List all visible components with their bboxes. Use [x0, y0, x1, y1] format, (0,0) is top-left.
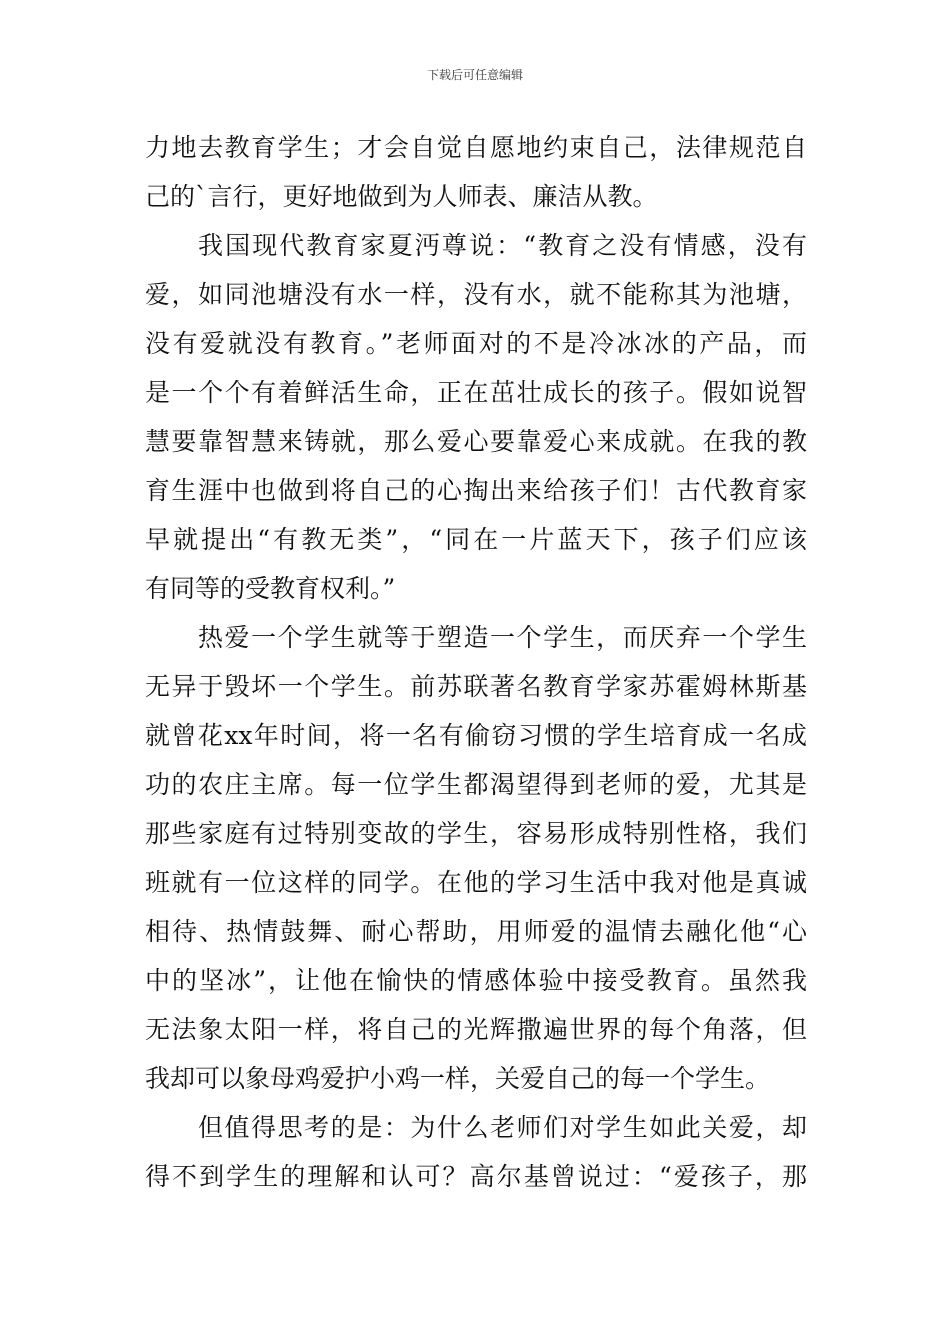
text-line: 有同等的受教育权利。” — [145, 574, 396, 603]
text-line: 育生涯中也做到将自己的心掏出来给孩子们！古代教育家 — [145, 476, 807, 505]
text-line: 没有爱就没有教育。”老师面对的不是冷冰冰的产品，而 — [145, 329, 807, 358]
text-line: 无异于毁坏一个学生。前苏联著名教育学家苏霍姆林斯基 — [145, 672, 807, 701]
text-line: 慧要靠智慧来铸就，那么爱心要靠爱心来成就。在我的教 — [145, 427, 807, 456]
paragraph-first-line: 热爱一个学生就等于塑造一个学生，而厌弃一个学生 — [198, 623, 807, 652]
text-line: 功的农庄主席。每一位学生都渴望得到老师的爱，尤其是 — [145, 770, 807, 799]
text-line: 相待、热情鼓舞、耐心帮助，用师爱的温情去融化他“心 — [145, 917, 807, 946]
text-line: 就曾花xx年时间，将一名有偷窃习惯的学生培育成一名成 — [145, 721, 807, 750]
text-line: 得不到学生的理解和认可？高尔基曾说过：“爱孩子，那 — [145, 1162, 807, 1191]
text-line: 爱，如同池塘没有水一样，没有水，就不能称其为池塘， — [145, 280, 807, 309]
text-line: 班就有一位这样的同学。在他的学习生活中我对他是真诚 — [145, 868, 807, 897]
text-line: 中的坚冰”，让他在愉快的情感体验中接受教育。虽然我 — [145, 966, 807, 995]
text-line: 无法象太阳一样，将自己的光辉撒遍世界的每个角落，但 — [145, 1015, 807, 1044]
text-line: 力地去教育学生；才会自觉自愿地约束自己，法律规范自 — [145, 133, 807, 162]
text-line: 己的`言行，更好地做到为人师表、廉洁从教。 — [145, 182, 658, 211]
text-line: 早就提出“有教无类”，“同在一片蓝天下，孩子们应该 — [145, 525, 807, 554]
text-line: 我却可以象母鸡爱护小鸡一样，关爱自己的每一个学生。 — [145, 1064, 771, 1093]
document-body — [145, 123, 807, 1201]
text-line: 是一个个有着鲜活生命，正在茁壮成长的孩子。假如说智 — [145, 378, 807, 407]
paragraph-first-line: 但值得思考的是：为什么老师们对学生如此关爱，却 — [198, 1113, 807, 1142]
paragraph-first-line: 我国现代教育家夏沔尊说：“教育之没有情感，没有 — [198, 231, 807, 260]
text-line: 那些家庭有过特别变故的学生，容易形成特别性格，我们 — [145, 819, 807, 848]
page-header: 下载后可任意编辑 — [426, 68, 523, 82]
